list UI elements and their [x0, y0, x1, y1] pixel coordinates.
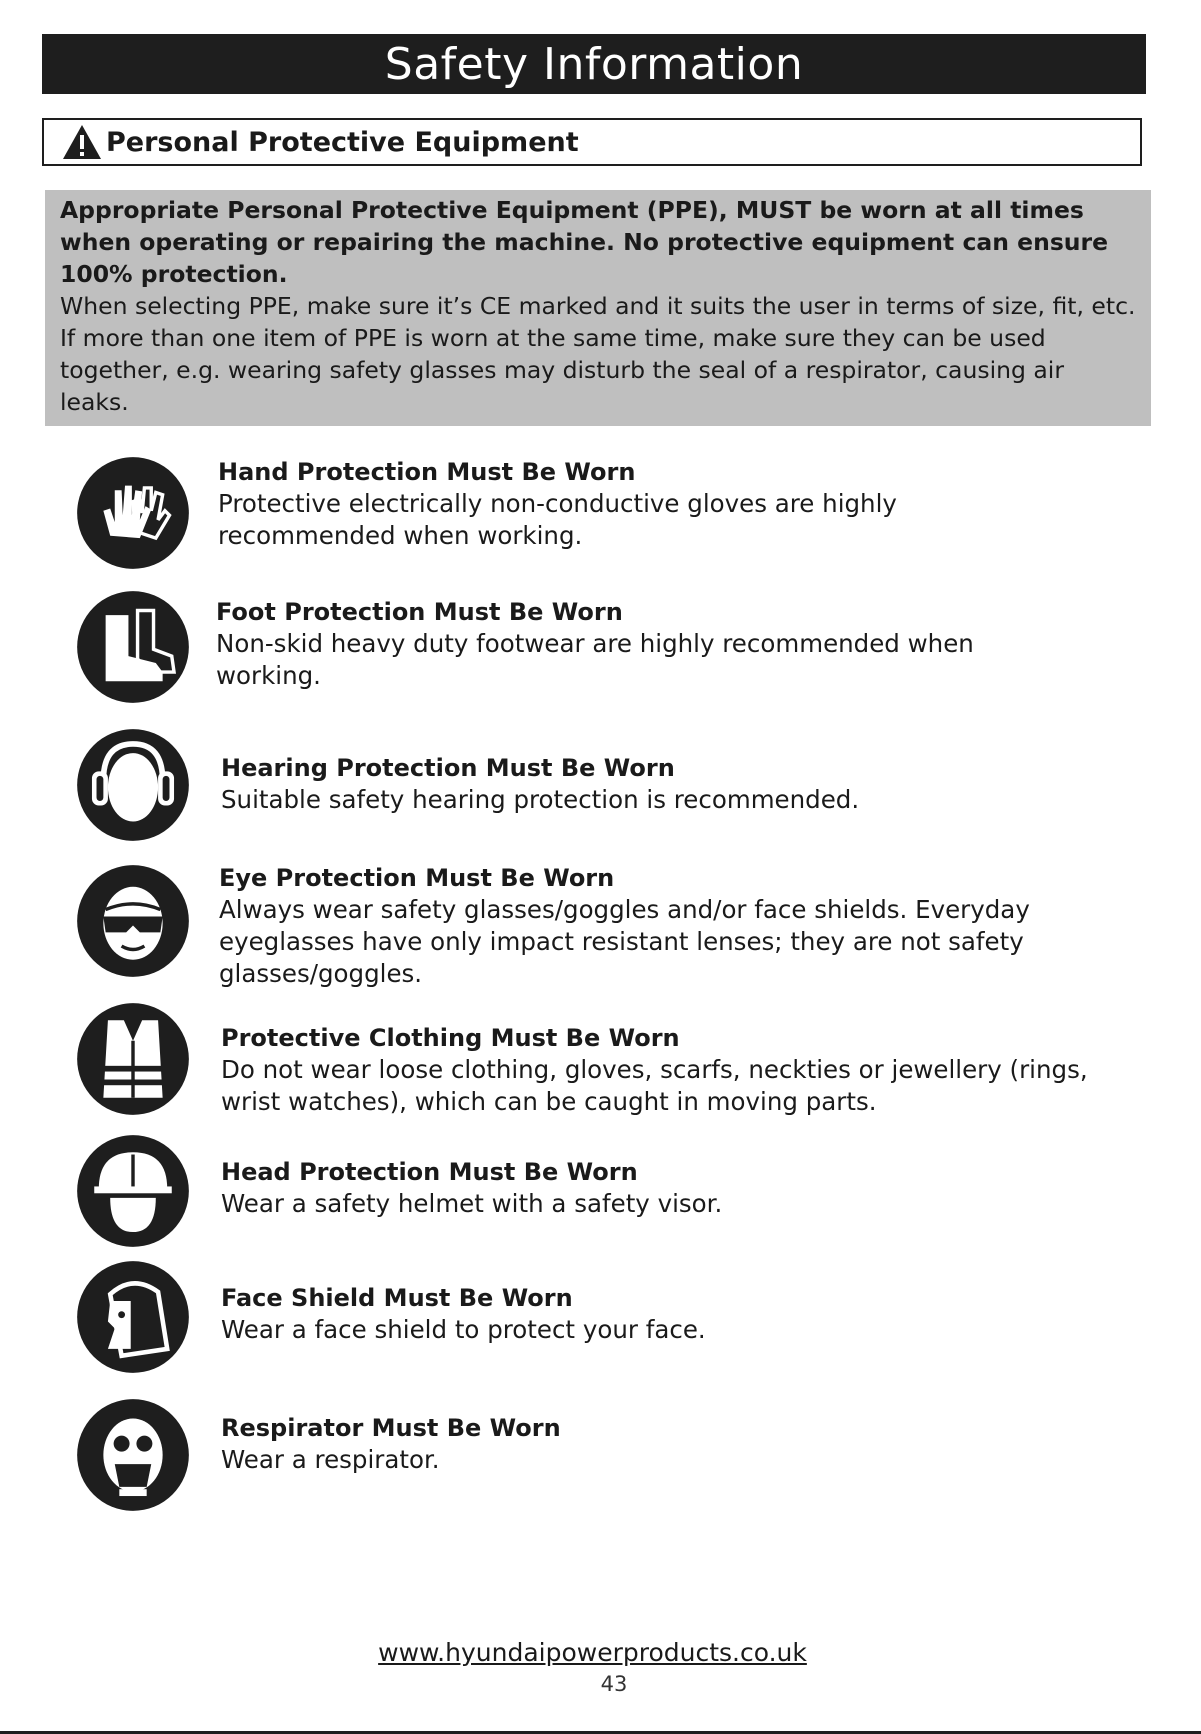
ppe-desc-line: Wear a safety helmet with a safety visor.: [221, 1189, 723, 1218]
ppe-text: [221, 1282, 1121, 1346]
ppe-title: Respirator Must Be Worn: [221, 1414, 561, 1442]
ppe-title: Protective Clothing Must Be Worn: [221, 1024, 680, 1052]
boot-icon: [76, 590, 190, 704]
ppe-text: [221, 1156, 1121, 1220]
ppe-text: [221, 1022, 1121, 1118]
intro-body-text: When selecting PPE, make sure it’s CE marked and it suits the user in terms of size, fit, etc. If more than one item of PPE is worn at the same time, make sure they can be used together, e.g. wearing safety glasses may disturb the seal of a respirator, causing air leaks.: [60, 292, 1136, 416]
intro-warning-text: Appropriate Personal Protective Equipment (PPE), MUST be worn at all times when operating or repairing the machine. No protective equipment can ensure 100% protection.: [60, 196, 1109, 288]
ppe-desc-line: working.: [216, 661, 321, 690]
ppe-desc-line: recommended when working.: [218, 521, 583, 550]
ppe-desc-line: Protective electrically non-conductive gloves are highly: [218, 489, 897, 518]
ppe-text: [216, 596, 1116, 692]
section-header: [42, 118, 1142, 166]
vest-icon: [76, 1002, 190, 1116]
ppe-text: [218, 456, 1118, 552]
helmet-icon: [76, 1134, 190, 1248]
ppe-text: [219, 862, 1119, 990]
ppe-desc-line: wrist watches), which can be caught in moving parts.: [221, 1087, 877, 1116]
ppe-title: Face Shield Must Be Worn: [221, 1284, 573, 1312]
ppe-desc-line: Suitable safety hearing protection is recommended.: [221, 785, 860, 814]
ppe-title: Eye Protection Must Be Worn: [219, 864, 615, 892]
ppe-desc-line: Always wear safety glasses/goggles and/or face shields. Everyday: [219, 895, 1030, 924]
ppe-title: Hearing Protection Must Be Worn: [221, 754, 675, 782]
goggles-icon: [76, 864, 190, 978]
ppe-text: [221, 752, 1121, 816]
page-number: 43: [600, 1672, 628, 1696]
intro-panel: [45, 190, 1151, 426]
warning-triangle-icon: [62, 124, 102, 160]
ppe-text: [221, 1412, 1121, 1476]
ppe-desc-line: Wear a face shield to protect your face.: [221, 1315, 706, 1344]
page-title-bar: [42, 34, 1146, 94]
face-shield-icon: [76, 1260, 190, 1374]
ppe-title: Hand Protection Must Be Worn: [218, 458, 636, 486]
ppe-title: Head Protection Must Be Worn: [221, 1158, 638, 1186]
footer-website-link[interactable]: www.hyundaipowerproducts.co.uk: [378, 1638, 807, 1667]
respirator-icon: [76, 1398, 190, 1512]
ppe-desc-line: glasses/goggles.: [219, 959, 423, 988]
gloves-icon: [76, 456, 190, 570]
ear-defenders-icon: [76, 728, 190, 842]
ppe-desc-line: Non-skid heavy duty footwear are highly recommended when: [216, 629, 974, 658]
ppe-title: Foot Protection Must Be Worn: [216, 598, 623, 626]
ppe-desc-line: eyeglasses have only impact resistant lenses; they are not safety: [219, 927, 1024, 956]
section-title: Personal Protective Equipment: [106, 126, 579, 158]
ppe-desc-line: Do not wear loose clothing, gloves, scarfs, neckties or jewellery (rings,: [221, 1055, 1088, 1084]
page-title: Safety Information: [384, 38, 804, 90]
ppe-desc-line: Wear a respirator.: [221, 1445, 440, 1474]
